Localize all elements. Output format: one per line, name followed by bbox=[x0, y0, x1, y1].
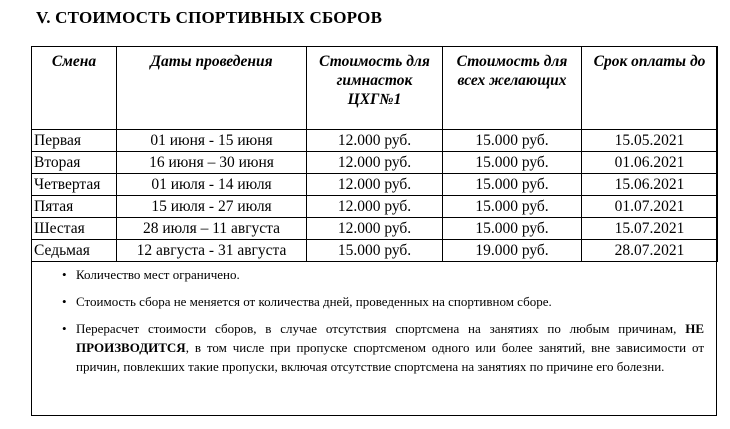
cell-dates: 15 июля - 27 июля bbox=[117, 196, 307, 218]
header-dates: Даты проведения bbox=[117, 47, 307, 130]
note-limited-places: • Количество мест ограничено. bbox=[76, 265, 704, 284]
cell-shift: Пятая bbox=[32, 196, 117, 218]
cell-deadline: 01.06.2021 bbox=[582, 152, 718, 174]
table-row bbox=[32, 152, 718, 174]
cell-deadline: 15.06.2021 bbox=[582, 174, 718, 196]
table-header-row bbox=[32, 47, 718, 130]
header-deadline: Срок оплаты до bbox=[582, 47, 718, 130]
header-shift: Смена bbox=[32, 47, 117, 130]
notes-list bbox=[32, 265, 718, 384]
table-row bbox=[32, 218, 718, 240]
note-recalc-text-start: Перерасчет стоимости сборов, в случае отсутствия спортсмена на занятиях по любым причинам, bbox=[76, 321, 686, 336]
table-row bbox=[32, 174, 718, 196]
cell-price-gymnasts: 12.000 руб. bbox=[307, 152, 443, 174]
table-row bbox=[32, 240, 718, 262]
cell-price-all: 19.000 руб. bbox=[443, 240, 582, 262]
cell-price-gymnasts: 15.000 руб. bbox=[307, 240, 443, 262]
cell-price-all: 15.000 руб. bbox=[443, 196, 582, 218]
cell-shift: Шестая bbox=[32, 218, 117, 240]
cell-price-gymnasts: 12.000 руб. bbox=[307, 130, 443, 152]
cell-shift: Первая bbox=[32, 130, 117, 152]
cell-price-gymnasts: 12.000 руб. bbox=[307, 174, 443, 196]
cell-deadline: 28.07.2021 bbox=[582, 240, 718, 262]
cell-price-gymnasts: 12.000 руб. bbox=[307, 218, 443, 240]
fees-table bbox=[31, 46, 718, 262]
table-row bbox=[32, 130, 718, 152]
cell-deadline: 01.07.2021 bbox=[582, 196, 718, 218]
note-recalc-text-end: , в том числе при пропуске спортсменом одного или более занятий, вне зависимости от причин, повлекших такие пропуски, включая отсутствие спортсмена на занятиях по причине его болезни. bbox=[76, 340, 704, 374]
table-row bbox=[32, 196, 718, 218]
section-heading: V. СТОИМОСТЬ СПОРТИВНЫХ СБОРОВ bbox=[36, 8, 383, 27]
cell-dates: 01 июня - 15 июня bbox=[117, 130, 307, 152]
note-fixed-cost: • Стоимость сбора не меняется от количества дней, проведенных на спортивном сборе. bbox=[76, 292, 704, 311]
cell-dates: 16 июня – 30 июня bbox=[117, 152, 307, 174]
cell-price-all: 15.000 руб. bbox=[443, 152, 582, 174]
cell-shift: Четвертая bbox=[32, 174, 117, 196]
cell-price-all: 15.000 руб. bbox=[443, 218, 582, 240]
cell-price-all: 15.000 руб. bbox=[443, 130, 582, 152]
fees-frame bbox=[31, 46, 717, 416]
cell-shift: Вторая bbox=[32, 152, 117, 174]
cell-deadline: 15.07.2021 bbox=[582, 218, 718, 240]
cell-dates: 01 июля - 14 июля bbox=[117, 174, 307, 196]
header-price-gymnasts: Стоимость для гимнасток ЦХГ№1 bbox=[307, 47, 443, 130]
header-price-all: Стоимость для всех желающих bbox=[443, 47, 582, 130]
cell-dates: 28 июля – 11 августа bbox=[117, 218, 307, 240]
cell-deadline: 15.05.2021 bbox=[582, 130, 718, 152]
cell-dates: 12 августа - 31 августа bbox=[117, 240, 307, 262]
note-no-recalculation bbox=[76, 319, 704, 376]
note-recalc-emphasis: НЕ ПРОИЗВОДИТСЯ bbox=[76, 321, 704, 355]
cell-price-gymnasts: 12.000 руб. bbox=[307, 196, 443, 218]
cell-shift: Седьмая bbox=[32, 240, 117, 262]
cell-price-all: 15.000 руб. bbox=[443, 174, 582, 196]
